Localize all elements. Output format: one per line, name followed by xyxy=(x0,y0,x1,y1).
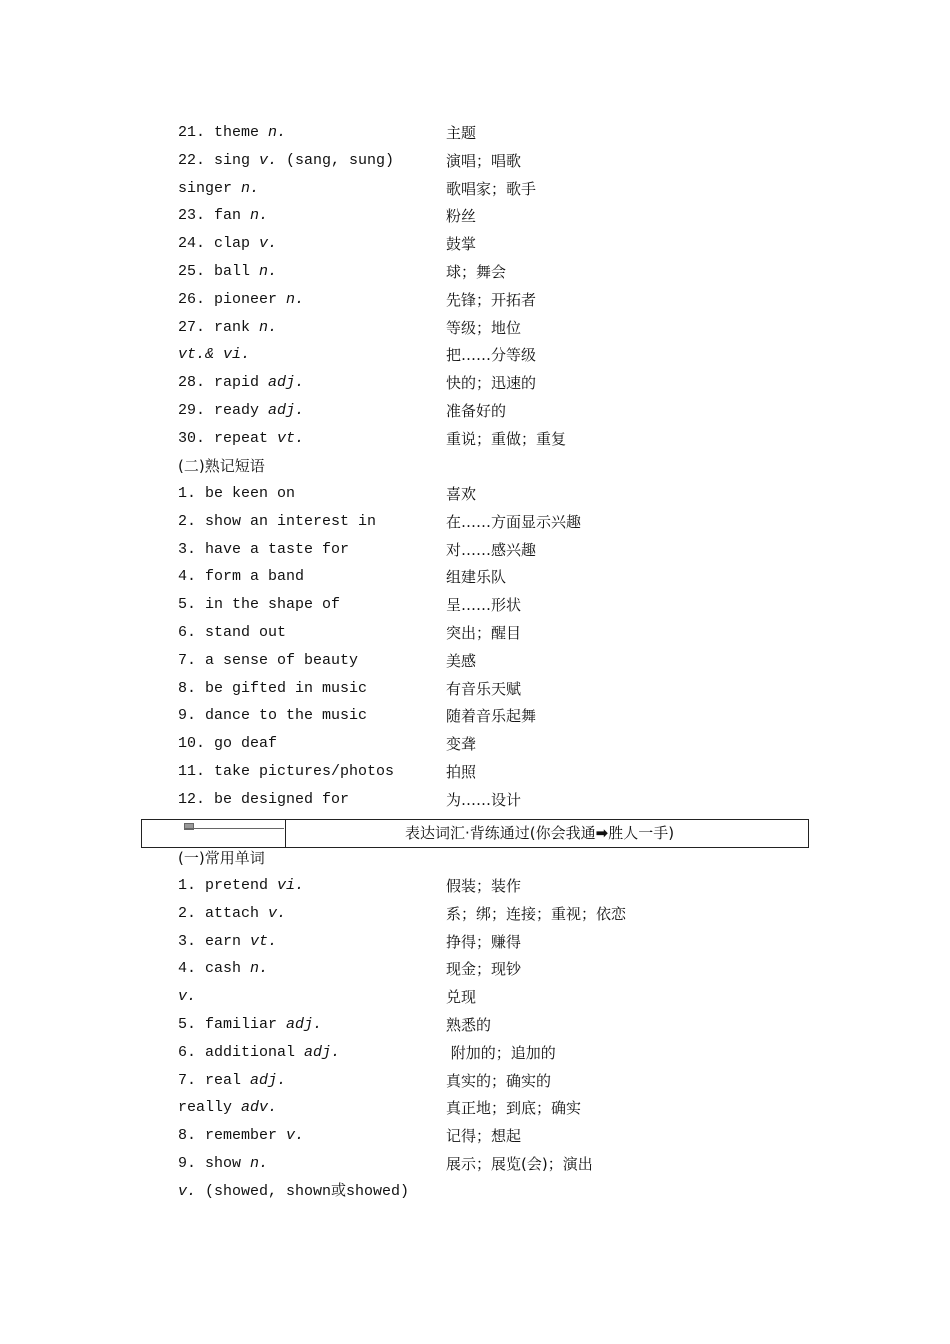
common-word-term xyxy=(178,874,304,898)
vocab-meaning: 歌唱家；歌手 xyxy=(446,179,537,198)
phrase-term xyxy=(178,593,340,617)
vocab-row xyxy=(178,260,818,284)
part-of-speech: n. xyxy=(250,207,269,225)
term-text: 4. form a band xyxy=(178,568,305,586)
phrase-row xyxy=(178,510,818,534)
banner-title xyxy=(405,820,674,847)
term-text: 9. show xyxy=(178,1155,251,1172)
phrase-meaning: 为……设计 xyxy=(446,790,522,809)
vocab-meaning: 等级；地位 xyxy=(446,318,522,337)
term-extra: (sang, sung) xyxy=(277,151,395,169)
phrase-term xyxy=(178,788,349,812)
common-word-term xyxy=(178,1096,277,1120)
phrases-heading: (二)熟记短语 xyxy=(178,457,265,475)
vocab-meaning: 先锋；开拓者 xyxy=(446,290,537,309)
common-word-term xyxy=(178,1069,286,1093)
common-word-term xyxy=(178,1013,322,1037)
phrase-row xyxy=(178,593,818,617)
common-word-meaning: 展示；展览(会)；演出 xyxy=(446,1155,593,1173)
term-text: 1. be keen on xyxy=(178,485,296,502)
vocab-row xyxy=(178,427,818,451)
part-of-speech: v. xyxy=(259,151,278,169)
common-word-row xyxy=(178,902,818,926)
common-word-row xyxy=(178,1152,818,1176)
phrase-meaning: 突出；醒目 xyxy=(446,624,522,642)
part-of-speech: adj. xyxy=(250,1071,287,1089)
phrase-meaning: 对……感兴趣 xyxy=(446,540,537,559)
part-of-speech: vt. xyxy=(250,932,278,950)
vocab-row xyxy=(178,288,818,312)
term-text: 28. rapid xyxy=(178,374,269,392)
part-of-speech: n. xyxy=(241,179,260,197)
vocab-meaning: 快的；迅速的 xyxy=(446,374,537,393)
common-word-meaning: 挣得；赚得 xyxy=(446,932,522,951)
vocab-row xyxy=(178,121,818,145)
banner-title-right: 胜人一手) xyxy=(608,824,675,842)
phrase-term xyxy=(178,565,304,589)
banner-tab-line xyxy=(184,828,284,829)
vocab-term xyxy=(178,121,286,145)
phrase-term xyxy=(178,677,367,701)
phrase-term xyxy=(178,621,286,645)
term-text: 25. ball xyxy=(178,263,260,280)
banner-title-left: 表达词汇·背练通过(你会我通 xyxy=(405,824,596,842)
vocab-term xyxy=(178,232,277,256)
common-word-term xyxy=(178,1124,304,1148)
phrase-row xyxy=(178,538,818,562)
phrase-row xyxy=(178,482,818,506)
term-text: 6. stand out xyxy=(178,624,287,641)
common-word-row xyxy=(178,1013,818,1037)
phrase-meaning: 呈……形状 xyxy=(446,596,522,615)
vocab-meaning: 粉丝 xyxy=(446,207,477,226)
part-of-speech: v. xyxy=(268,904,287,922)
vocab-meaning: 鼓掌 xyxy=(446,235,477,254)
part-of-speech: adj. xyxy=(304,1043,341,1061)
part-of-speech: n. xyxy=(259,263,278,280)
term-text: 3. have a taste for xyxy=(178,540,350,558)
vocab-term xyxy=(178,427,304,451)
part-of-speech: v. xyxy=(178,988,197,1006)
common-word-row xyxy=(178,1096,818,1120)
part-of-speech: adj. xyxy=(268,374,305,392)
term-text: 1. pretend xyxy=(178,877,278,894)
part-of-speech: adv. xyxy=(241,1099,278,1117)
phrase-term xyxy=(178,649,358,673)
term-text: 8. be gifted in music xyxy=(178,679,368,697)
phrase-term xyxy=(178,510,376,534)
part-of-speech: v. xyxy=(178,1182,197,1200)
term-text: singer xyxy=(178,179,242,197)
part-of-speech: n. xyxy=(259,318,278,336)
term-text: 5. familiar xyxy=(178,1016,287,1033)
common-word-row xyxy=(178,957,818,981)
term-text: 3. earn xyxy=(178,932,251,950)
vocab-row xyxy=(178,343,818,367)
banner-tab xyxy=(142,820,286,847)
phrase-meaning: 变聋 xyxy=(446,735,477,754)
term-text: 7. a sense of beauty xyxy=(178,651,359,669)
phrase-row xyxy=(178,788,818,812)
term-text: 5. in the shape of xyxy=(178,596,341,614)
common-word-term xyxy=(178,957,268,981)
vocab-row xyxy=(178,149,818,173)
part-of-speech: vt.& vi. xyxy=(178,346,251,364)
term-text: 12. be designed for xyxy=(178,790,350,808)
phrase-meaning: 有音乐天赋 xyxy=(446,679,522,698)
term-text: 7. real xyxy=(178,1071,251,1089)
vocab-term xyxy=(178,149,394,173)
phrase-row xyxy=(178,732,818,756)
vocab-term xyxy=(178,204,268,228)
part-of-speech: v. xyxy=(259,235,278,253)
vocab-term xyxy=(178,288,304,312)
common-word-row xyxy=(178,1124,818,1148)
vocab-term xyxy=(178,177,259,201)
phrase-meaning: 喜欢 xyxy=(446,485,477,503)
arrow-right-icon: ➡ xyxy=(595,824,609,842)
vocab-row xyxy=(178,371,818,395)
common-word-term xyxy=(178,985,196,1009)
vocab-term xyxy=(178,316,277,340)
term-text: 26. pioneer xyxy=(178,290,287,308)
vocab-row xyxy=(178,177,818,201)
phrase-meaning: 组建乐队 xyxy=(446,568,507,587)
vocab-row xyxy=(178,316,818,340)
term-text: 10. go deaf xyxy=(178,735,278,753)
phrase-term xyxy=(178,482,295,506)
part-of-speech: vt. xyxy=(277,429,305,447)
phrase-row xyxy=(178,565,818,589)
common-word-row xyxy=(178,1069,818,1093)
common-word-row xyxy=(178,874,818,898)
part-of-speech: n. xyxy=(250,1155,269,1172)
phrase-meaning: 美感 xyxy=(446,651,477,670)
vocab-row xyxy=(178,204,818,228)
common-word-row xyxy=(178,1180,818,1204)
term-text: 8. remember xyxy=(178,1127,287,1145)
common-word-term xyxy=(178,930,277,954)
vocab-meaning: 主题 xyxy=(446,124,477,142)
common-word-row xyxy=(178,930,818,954)
phrase-row xyxy=(178,704,818,728)
vocab-meaning: 准备好的 xyxy=(446,402,507,420)
common-word-term xyxy=(178,902,286,926)
common-word-meaning: 系；绑；连接；重视；依恋 xyxy=(446,904,627,923)
common-word-term xyxy=(178,1180,409,1204)
term-text: 23. fan xyxy=(178,207,251,225)
term-text: 11. take pictures/photos xyxy=(178,763,395,780)
common-word-row xyxy=(178,985,818,1009)
common-word-meaning: 兑现 xyxy=(446,988,477,1007)
phrase-row xyxy=(178,649,818,673)
part-of-speech: n. xyxy=(268,124,287,141)
term-text: 4. cash xyxy=(178,960,251,978)
term-text: 2. show an interest in xyxy=(178,512,377,530)
phrase-term xyxy=(178,732,277,756)
common-word-meaning: 记得；想起 xyxy=(446,1127,522,1146)
phrase-row xyxy=(178,760,818,784)
vocab-meaning: 把……分等级 xyxy=(446,346,537,365)
term-text: really xyxy=(178,1099,242,1117)
common-word-meaning: 假装；装作 xyxy=(446,877,522,895)
vocab-row xyxy=(178,399,818,423)
common-word-term xyxy=(178,1041,340,1065)
term-text: 2. attach xyxy=(178,904,269,922)
term-text: 29. ready xyxy=(178,402,269,419)
vocab-meaning: 重说；重做；重复 xyxy=(446,429,567,448)
common-word-meaning: 真正地；到底；确实 xyxy=(446,1099,582,1118)
phrase-meaning: 在……方面显示兴趣 xyxy=(446,512,582,531)
phrase-meaning: 随着音乐起舞 xyxy=(446,707,537,726)
common-word-term xyxy=(178,1152,268,1176)
vocab-meaning: 球；舞会 xyxy=(446,263,507,281)
part-of-speech: adj. xyxy=(268,402,305,419)
common-word-meaning: 真实的；确实的 xyxy=(446,1071,552,1090)
phrase-term xyxy=(178,760,394,784)
phrase-meaning: 拍照 xyxy=(446,763,477,781)
term-extra: (showed, shown或showed) xyxy=(196,1182,410,1200)
phrase-term xyxy=(178,704,367,728)
vocab-term xyxy=(178,343,250,367)
term-text: 24. clap xyxy=(178,235,260,253)
phrase-row xyxy=(178,677,818,701)
part-of-speech: adj. xyxy=(286,1016,323,1033)
vocab-meaning: 演唱；唱歌 xyxy=(446,151,522,170)
common-word-meaning: 现金；现钞 xyxy=(446,960,522,979)
section-banner xyxy=(141,819,809,848)
vocab-term xyxy=(178,260,277,284)
term-text: 22. sing xyxy=(178,151,260,169)
common-word-row xyxy=(178,1041,818,1065)
part-of-speech: n. xyxy=(286,290,305,308)
term-text: 6. additional xyxy=(178,1043,305,1061)
vocab-term xyxy=(178,399,304,423)
phrase-row xyxy=(178,621,818,645)
term-text: 9. dance to the music xyxy=(178,707,368,725)
part-of-speech: v. xyxy=(286,1127,305,1145)
term-text: 21. theme xyxy=(178,124,269,141)
part-of-speech: vi. xyxy=(277,877,305,894)
term-text: 27. rank xyxy=(178,318,260,336)
vocab-term xyxy=(178,371,304,395)
phrase-term xyxy=(178,538,349,562)
term-text: 30. repeat xyxy=(178,429,278,447)
common-words-heading: (一)常用单词 xyxy=(178,849,265,867)
common-word-meaning: 熟悉的 xyxy=(446,1016,492,1034)
part-of-speech: n. xyxy=(250,960,269,978)
vocab-row xyxy=(178,232,818,256)
common-word-meaning: 附加的；追加的 xyxy=(446,1043,556,1062)
